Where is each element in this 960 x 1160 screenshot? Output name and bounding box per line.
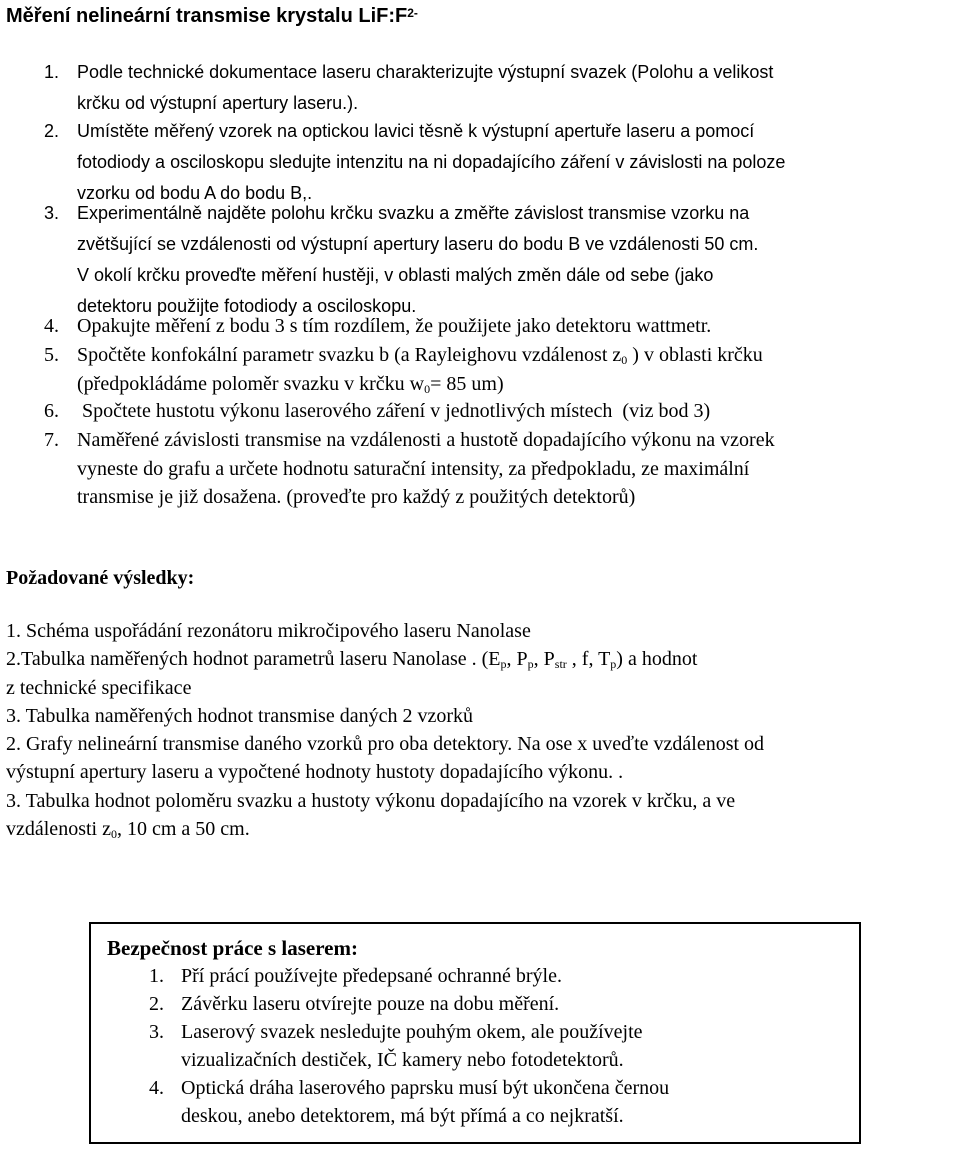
task-line: V okolí krčku proveďte měření hustěji, v oblasti malých změn dále od sebe (jako bbox=[77, 265, 714, 285]
result-item-5: 3. Tabulka hodnot poloměru svazku a hustoty výkonu dopadajícího na vzorek v krčku, a ve bbox=[6, 789, 736, 812]
results-list bbox=[6, 617, 951, 843]
result-item-4: 2. Grafy nelineární transmise daného vzorků pro oba detektory. Na ose x uveďte vzdálenost od bbox=[6, 733, 765, 756]
title-text: Měření nelineární transmise krystalu LiF:F bbox=[6, 5, 408, 27]
task-line: vzorku od bodu A do bodu B,. bbox=[77, 183, 313, 203]
result-item-4-cont: výstupní apertury laseru a vypočtené hodnoty hustoty dopadajícího výkonu. . bbox=[6, 761, 624, 784]
result-item-1: 1. Schéma uspořádání rezonátoru mikročipového laseru Nanolase bbox=[6, 620, 531, 642]
result-item-5-cont: vzdálenosti $z_0$, 10 cm a 50 cm. bbox=[6, 818, 250, 842]
task-line: Experimentálně najděte polohu krčku svazku a změřte závislost transmise vzorku na bbox=[77, 203, 750, 223]
safety-title: Bezpečnost práce s laserem: bbox=[107, 936, 358, 960]
task-line: (předpokládáme poloměr svazku v krčku $w_0= 85$ um) bbox=[77, 372, 504, 396]
task-number: 6. bbox=[44, 400, 59, 422]
task-number: 3. bbox=[44, 203, 60, 223]
task-number: 7. bbox=[44, 429, 59, 451]
task-line: detektoru použijte fotodiody a osciloskopu. bbox=[77, 296, 417, 316]
task-number: 4. bbox=[44, 315, 59, 337]
page-title bbox=[6, 4, 418, 28]
laser-safety-box: Bezpečnost práce s laserem: 1. Pří prácí používejte předepsané ochranné brýle. 2. Závěrku laseru otvírejte pouze na dobu měření. 3. Laserový svazek nesledujte pouhým okem, ale používejte vizualizačních destiček, IČ kamery nebo fotodetektorů. 4. Optická dráha laserového paprsku musí být ukončena černou deskou, anebo detektorem, má být přímá a co nejkratší. bbox=[89, 922, 861, 1144]
task-line: Opakujte měření z bodu 3 s tím rozdílem, že použijete jako detektoru wattmetr. bbox=[77, 315, 712, 337]
task-line: vyneste do grafu a určete hodnotu saturační intensity, za předpokladu, ze maximální bbox=[77, 457, 750, 480]
task-line: transmise je již dosažena. (proveďte pro každý z použitých detektorů) bbox=[77, 486, 636, 508]
title-superscript: 2- bbox=[407, 6, 418, 20]
task-line: Naměřené závislosti transmise na vzdálenosti a hustotě dopadajícího výkonu na vzorek bbox=[77, 429, 775, 451]
result-item-2: 2.Tabulka naměřených hodnot parametrů laseru Nanolase . ($E_p$, $P_p$, $P_{str}$ , f, $T_p$) a hodnot bbox=[6, 648, 698, 672]
result-item-3: 3. Tabulka naměřených hodnot transmise daných 2 vzorků bbox=[6, 704, 473, 727]
task-number: 2. bbox=[44, 121, 60, 141]
task-number: 1. bbox=[44, 62, 60, 82]
task-line: Umístěte měřený vzorek na optickou lavici těsně k výstupní apertuře laseru a pomocí bbox=[77, 121, 755, 141]
task-number: 5. bbox=[44, 344, 59, 366]
task-line: Podle technické dokumentace laseru charakterizujte výstupní svazek (Polohu a velikost bbox=[77, 62, 774, 82]
results-heading: Požadované výsledky: bbox=[6, 567, 195, 589]
task-line: Spočtete hustotu výkonu laserového záření v jednotlivých místech (viz bod 3) bbox=[77, 400, 711, 422]
task-line: Spočtěte konfokální parametr svazku b (a Rayleighovu vzdálenost $z_0$ ) v oblasti krčku bbox=[77, 344, 763, 367]
task-line: krčku od výstupní apertury laseru.). bbox=[77, 93, 359, 113]
task-line: zvětšující se vzdálenosti od výstupní apertury laseru do bodu B ve vzdálenosti 50 cm. bbox=[77, 234, 759, 254]
result-item-2-cont: z technické specifikace bbox=[6, 676, 192, 699]
task-line: fotodiody a osciloskopu sledujte intenzitu na ni dopadajícího záření v závislosti na poloze bbox=[77, 152, 786, 172]
